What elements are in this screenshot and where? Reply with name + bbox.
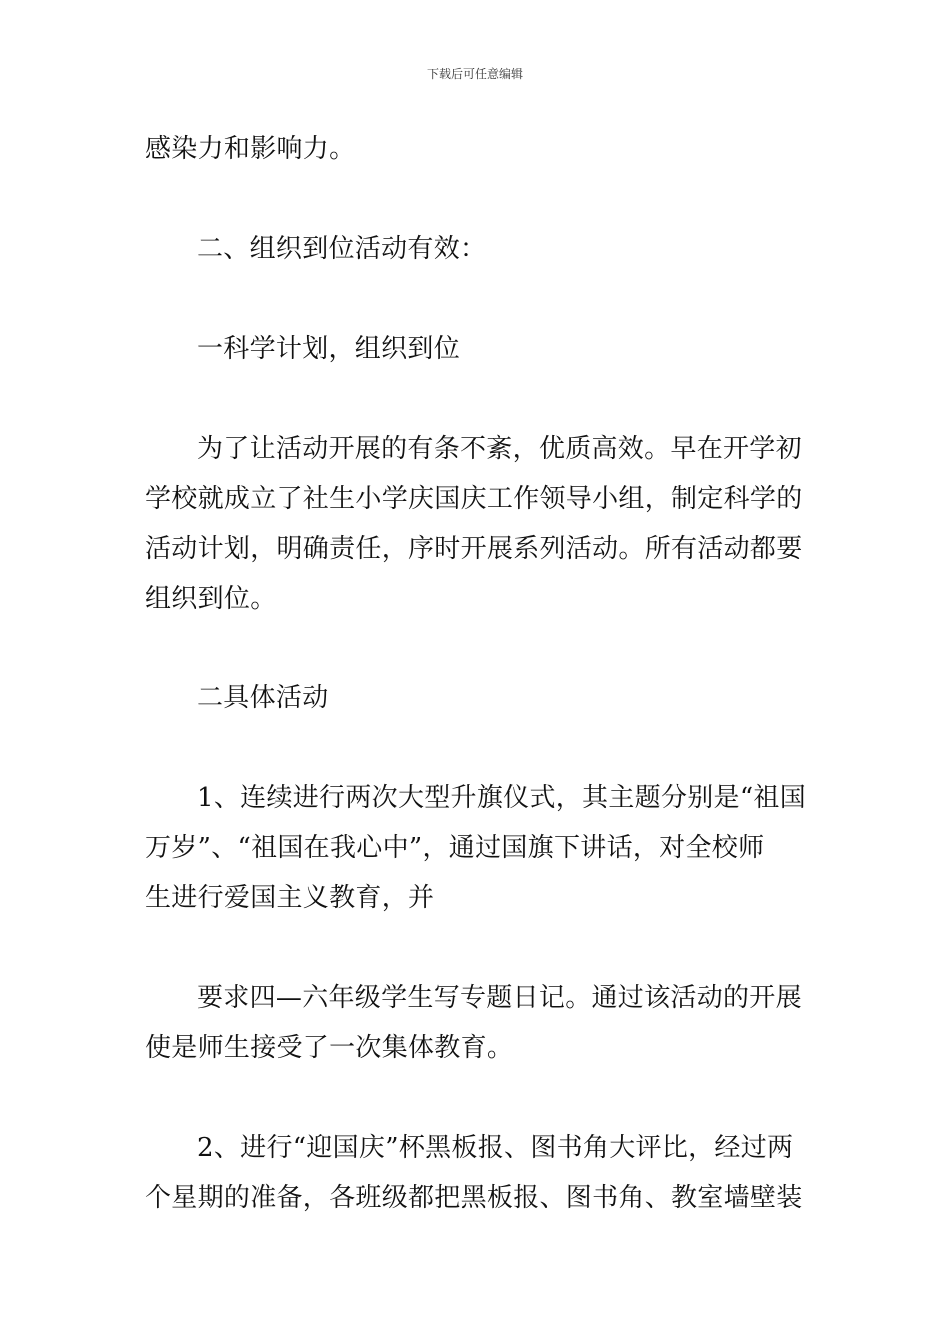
paragraph-activity-1 bbox=[145, 773, 810, 923]
paragraph-line: 要求四—六年级学生写专题日记。通过该活动的开展 bbox=[197, 983, 802, 1013]
paragraph-line: 2、进行“迎国庆”杯黑板报、图书角大评比，经过两 bbox=[197, 1133, 794, 1163]
paragraph-line: 万岁”、“祖国在我心中”，通过国旗下讲话，对全校师 bbox=[145, 833, 765, 863]
paragraph-line: 生进行爱国主义教育，并 bbox=[145, 883, 435, 913]
paragraph-line: 二、组织到位活动有效： bbox=[197, 234, 487, 264]
paragraph-line: 个星期的准备，各班级都把黑板报、图书角、教室墙壁装 bbox=[145, 1183, 803, 1213]
subheading-activities bbox=[145, 673, 810, 723]
paragraph-activity-1-cont bbox=[145, 973, 810, 1073]
paragraph-plan-body bbox=[145, 424, 810, 624]
subheading-plan bbox=[145, 324, 810, 374]
paragraph-1 bbox=[145, 124, 810, 174]
paragraph-line: 学校就成立了社生小学庆国庆工作领导小组，制定科学的 bbox=[145, 484, 803, 514]
paragraph-line: 为了让活动开展的有条不紊，优质高效。早在开学初 bbox=[197, 434, 802, 464]
paragraph-line: 使是师生接受了一次集体教育。 bbox=[145, 1033, 514, 1063]
paragraph-line: 组织到位。 bbox=[145, 584, 277, 614]
paragraph-activity-2 bbox=[145, 1123, 810, 1223]
paragraph-line: 二具体活动 bbox=[197, 683, 329, 713]
paragraph-line: 一科学计划，组织到位 bbox=[197, 334, 461, 364]
paragraph-line: 1、连续进行两次大型升旗仪式，其主题分别是“祖国 bbox=[197, 783, 807, 813]
paragraph-line: 活动计划，明确责任，序时开展系列活动。所有活动都要 bbox=[145, 534, 803, 564]
page-header: 下载后可任意编辑 bbox=[426, 67, 523, 81]
paragraph-line: 感染力和影响力。 bbox=[145, 134, 356, 164]
section-heading-2 bbox=[145, 224, 810, 274]
